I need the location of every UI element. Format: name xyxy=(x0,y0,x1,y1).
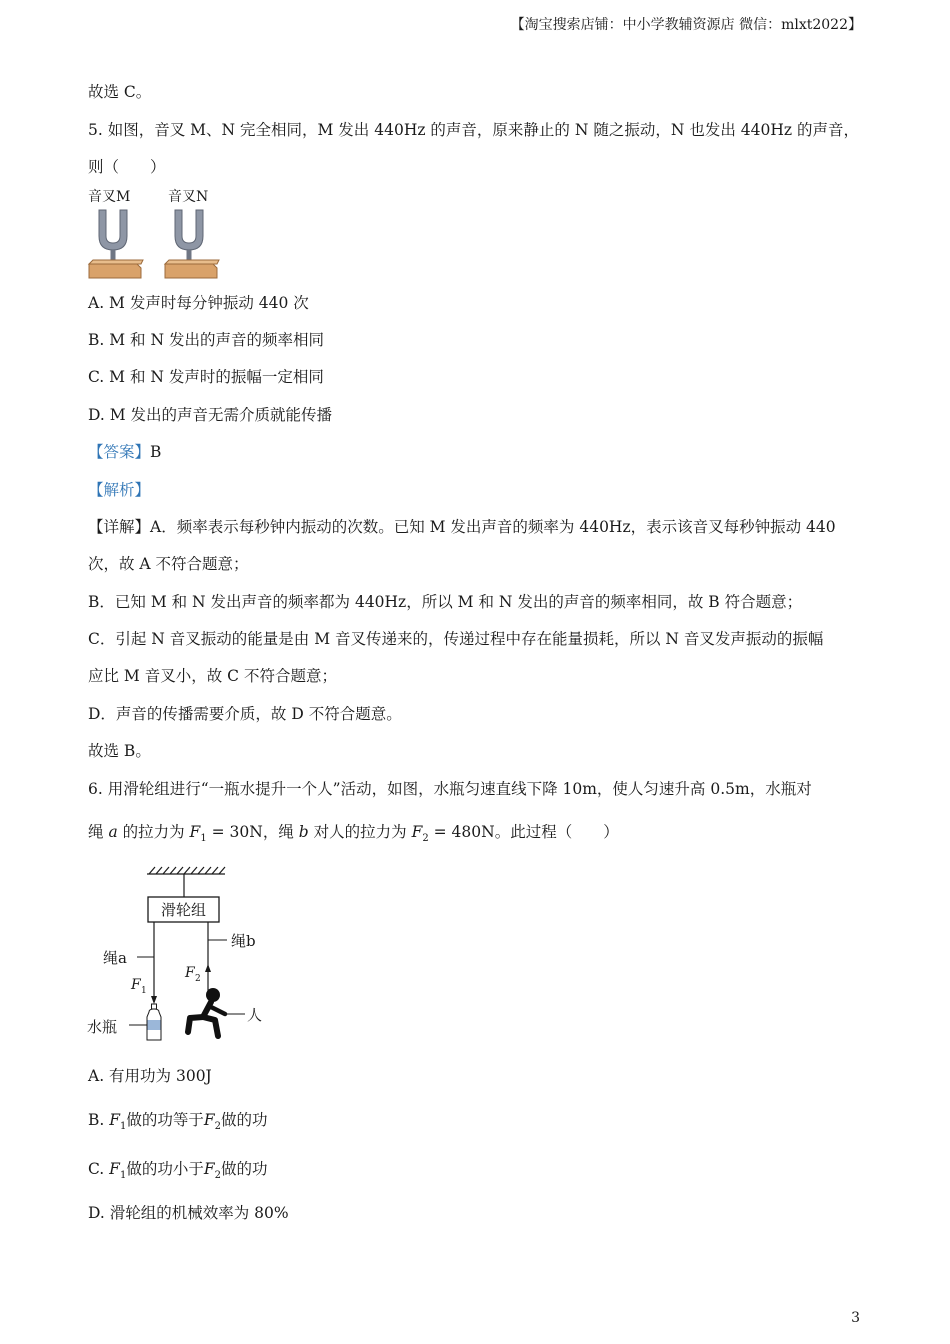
detail-line: B．已知 M 和 N 发出声音的频率都为 440Hz，所以 M 和 N 发出的声音的频率相同，故 B 符合题意； xyxy=(88,593,803,611)
detail-line: D．声音的传播需要介质，故 D 不符合题意。 xyxy=(88,705,402,723)
text-span: 对人的拉力为 xyxy=(308,823,412,841)
person-label: 人 xyxy=(247,1006,263,1024)
text-span: 做的功 xyxy=(220,1160,268,1178)
label-fork-n: 音叉N xyxy=(168,189,209,205)
option-6c xyxy=(88,1159,267,1186)
option-5d: D. M 发出的声音无需介质就能传播 xyxy=(88,406,333,424)
symbol-f1: $F_1$ xyxy=(109,1160,127,1182)
detail-line: 次，故 A 不符合题意； xyxy=(88,555,249,573)
answer-tag: 【答案】 xyxy=(88,443,151,461)
page-header: 【淘宝搜索店铺：中小学教辅资源店 微信：mlxt2022】 xyxy=(510,17,862,33)
symbol-f2: $F_2$ xyxy=(203,1160,221,1182)
detail-line: C．引起 N 音叉振动的能量是由 M 音叉传递来的，传递过程中存在能量损耗，所以 N 音叉发声振动的振幅 xyxy=(88,630,824,648)
detail-line: 故选 B。 xyxy=(88,742,151,760)
answer-line xyxy=(88,442,161,462)
text-span: 绳 xyxy=(88,823,109,841)
detail-line: 【详解】A．频率表示每秒钟内振动的次数。已知 M 发出声音的频率为 440Hz，表示该音叉每秒钟振动 440 xyxy=(88,518,836,536)
text-span: 做的功小于 xyxy=(126,1160,204,1178)
question-5-stem-cont: 则（ ） xyxy=(88,158,166,176)
f2-subscript: 2 xyxy=(195,974,201,984)
rope-a-symbol: a xyxy=(108,823,118,841)
ceiling-hatch xyxy=(147,867,225,897)
option-6d: D. 滑轮组的机械效率为 80% xyxy=(88,1204,289,1222)
rope-b-symbol: b xyxy=(298,823,309,841)
text-span: B. xyxy=(88,1111,110,1129)
text-span: 做的功等于 xyxy=(126,1111,204,1129)
arrow-f2 xyxy=(205,964,211,972)
text-line: 故选 C。 xyxy=(88,83,152,101)
question-6-stem: 6. 用滑轮组进行“一瓶水提升一个人”活动，如图，水瓶匀速直线下降 10m，使人匀速升高 0.5m，水瓶对 xyxy=(88,780,812,798)
symbol-f1: $F_1$ xyxy=(109,1111,127,1133)
text-span: 。此过程（ ） xyxy=(494,823,619,841)
detail-line: 应比 M 音叉小，故 C 不符合题意； xyxy=(88,667,337,685)
text-span: ，绳 xyxy=(262,823,299,841)
option-6a: A. 有用功为 300J xyxy=(88,1067,212,1085)
option-5c: C. M 和 N 发声时的振幅一定相同 xyxy=(88,368,324,386)
text-span: 做的功 xyxy=(221,1111,268,1129)
text-span: 的拉力为 xyxy=(117,823,190,841)
water-bottle xyxy=(147,1004,161,1040)
pulley-figure xyxy=(85,862,285,1047)
question-5-stem: 5. 如图，音叉 M、N 完全相同，M 发出 440Hz 的声音，原来静止的 N 随之振动，N 也发出 440Hz 的声音， xyxy=(88,121,859,139)
question-6-stem-cont xyxy=(88,822,619,849)
tuning-fork-n xyxy=(165,210,219,278)
equation-f2: $F_2 = 480N$ xyxy=(411,823,495,845)
pulley-box-label: 滑轮组 xyxy=(160,901,207,919)
bottle-label: 水瓶 xyxy=(87,1018,118,1036)
person-figure xyxy=(188,988,225,1036)
tuning-fork-figure xyxy=(85,184,225,284)
label-fork-m: 音叉M xyxy=(88,189,131,205)
equation-f1: $F_1 = 30N$ xyxy=(189,823,263,845)
f2-label: F xyxy=(185,965,195,981)
arrow-f1 xyxy=(151,996,157,1004)
option-5a: A. M 发声时每分钟振动 440 次 xyxy=(88,294,309,312)
answer-value: B xyxy=(150,443,162,461)
page-number: 3 xyxy=(851,1310,860,1326)
text-span: C. xyxy=(88,1160,110,1178)
option-6b xyxy=(88,1110,268,1137)
tuning-fork-m xyxy=(89,210,143,278)
rope-a-label: 绳a xyxy=(103,949,127,967)
option-5b: B. M 和 N 发出的声音的频率相同 xyxy=(88,331,324,349)
f1-label: F xyxy=(131,977,141,993)
f1-subscript: 1 xyxy=(141,986,147,996)
rope-b-label: 绳b xyxy=(231,932,256,950)
analysis-tag: 【解析】 xyxy=(88,481,151,499)
symbol-f2: $F_2$ xyxy=(203,1111,222,1133)
